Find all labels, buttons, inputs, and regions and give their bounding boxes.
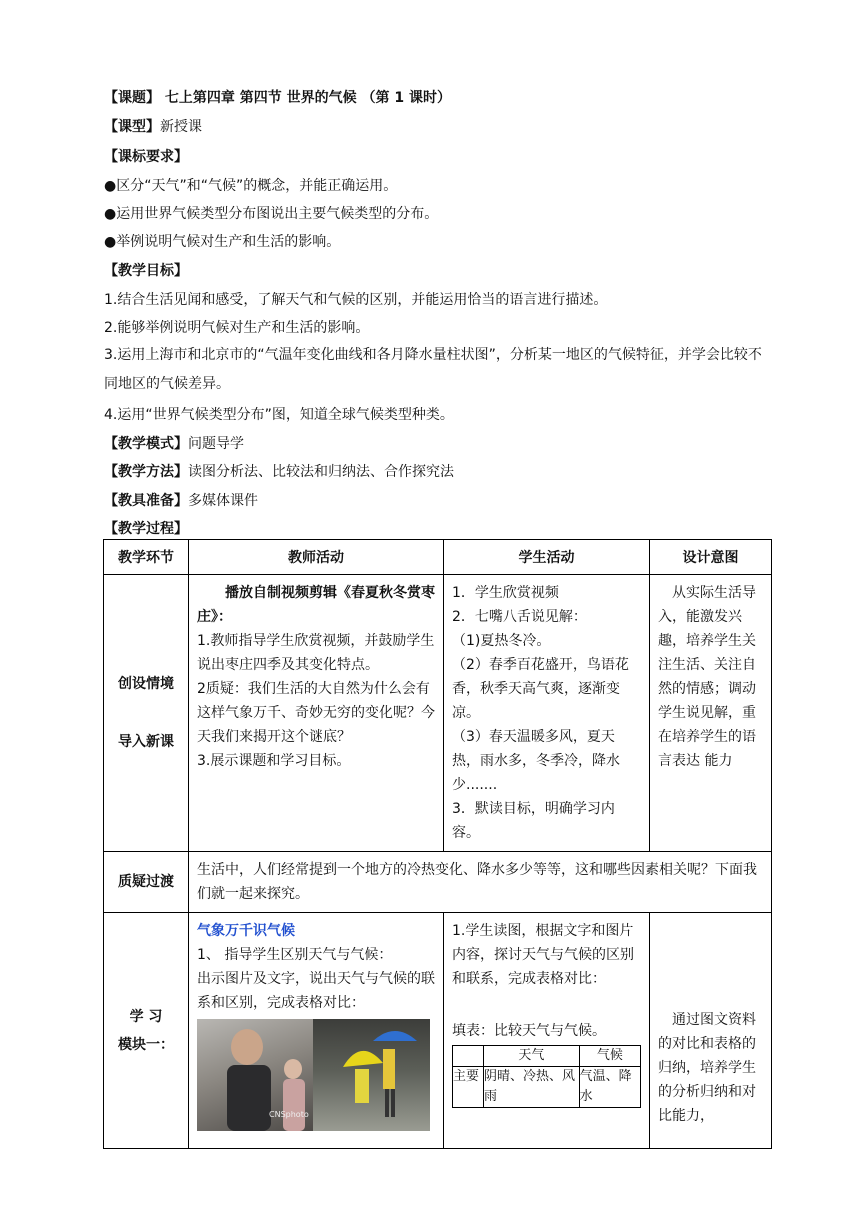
intent-text: 从实际生活导入，能激发兴趣，培养学生关注生活、关注自然的情感；调动学生说见解，重在培养学生的语言表达 能力 — [658, 585, 756, 769]
goal-item: 3.运用上海市和北京市的“气温年变化曲线和各月降水量柱状图”，分析某一地区的气候特征，并学会比较不同地区的气候差异。 — [104, 347, 762, 392]
header-teacher: 教师活动 — [189, 540, 444, 575]
stage-label: 模块一： — [118, 1036, 174, 1053]
teaching-method — [104, 462, 454, 482]
teaching-mode — [104, 434, 244, 454]
header-intent: 设计意图 — [650, 540, 772, 575]
rainy-weather-photo — [269, 1019, 430, 1131]
teacher-cell — [189, 575, 444, 852]
intent-cell — [650, 575, 772, 852]
goal-item: 1.结合生活见闻和感受，了解天气和气候的区别，并能运用恰当的语言进行描述。 — [104, 292, 608, 308]
student-activity-item: （2）春季百花盛开，鸟语花香，秋季天高气爽，逐渐变凉。 — [452, 657, 629, 721]
inner-header-row — [453, 1046, 641, 1067]
student-activity-item: 2．七嘴八舌说见解： — [452, 609, 587, 625]
goals-heading: 【教学目标】 — [104, 263, 188, 279]
transition-text: 生活中，人们经常提到一个地方的冷热变化、降水多少等等，这和哪些因素相关呢？下面我们就一起来探究。 — [197, 862, 757, 902]
teacher-step: 1、 指导学生区别天气与气候： — [197, 947, 393, 963]
standards-heading: 【课标要求】 — [104, 149, 188, 165]
teaching-tools — [104, 491, 258, 511]
student-cell — [444, 575, 650, 852]
teaching-mode-label: 【教学模式】 — [104, 436, 188, 452]
stage-cell — [104, 575, 189, 852]
teacher-activity-title: 播放自制视频剪辑《春夏秋冬赏枣庄》： — [197, 585, 435, 625]
weather-climate-table — [452, 1045, 641, 1108]
stage-label: 创设情境 — [118, 676, 174, 692]
stage-cell — [104, 913, 189, 1149]
teaching-method-label: 【教学方法】 — [104, 464, 188, 480]
teaching-tools-label: 【教具准备】 — [104, 493, 188, 509]
student-cell — [444, 913, 650, 1149]
lesson-type-label: 【课型】 — [104, 119, 160, 135]
weather-photos — [197, 1019, 430, 1131]
lesson-title-label: 【课题】 — [104, 90, 160, 106]
table-row — [104, 913, 772, 1149]
teacher-step-text: 出示图片及文字，说出天气与气候的联系和区别，完成表格对比： — [197, 971, 435, 1011]
inner-header-cell — [453, 1046, 484, 1067]
teacher-cell — [189, 913, 444, 1149]
intent-text: 通过图文资料的对比和表格的归纳，培养学生的分析归纳和对比能力， — [658, 1011, 756, 1124]
module-heading: 气象万千识气候 — [197, 923, 295, 939]
student-activity-item: 3．默读目标，明确学习内容。 — [452, 801, 615, 841]
fill-label: 填表：比较天气与气候。 — [452, 1023, 606, 1039]
stage-label: 导入新课 — [118, 734, 174, 750]
umbrella-icon — [313, 1019, 430, 1131]
stage-cell: 质疑过渡 — [104, 852, 189, 913]
header-student: 学生活动 — [444, 540, 650, 575]
inner-header-cell: 气候 — [579, 1046, 640, 1067]
standard-item: ●举例说明气候对生产和生活的影响。 — [104, 234, 341, 250]
standard-item: ●运用世界气候类型分布图说出主要气候类型的分布。 — [104, 206, 439, 222]
header-stage: 教学环节 — [104, 540, 189, 575]
student-activity-item: 1．学生欣赏视频 — [452, 585, 559, 601]
lesson-type-value: 新授课 — [160, 119, 202, 135]
teaching-mode-value: 问题导学 — [188, 436, 244, 452]
transition-cell — [189, 852, 772, 913]
inner-cell: 阴晴、冷热、风雨 — [484, 1067, 580, 1108]
lesson-title — [104, 88, 451, 108]
table-row — [104, 852, 772, 913]
teacher-activity-item: 2质疑：我们生活的大自然为什么会有这样气象万千、奇妙无穷的变化呢？今天我们来揭开这个谜底？ — [197, 681, 435, 745]
inner-cell: 主要 — [453, 1067, 484, 1108]
lesson-type — [104, 117, 202, 137]
process-table — [103, 539, 772, 1149]
teacher-activity-item: 1.教师指导学生欣赏视频，并鼓励学生说出枣庄四季及其变化特点。 — [197, 633, 435, 673]
inner-header-cell: 天气 — [484, 1046, 580, 1067]
lesson-title-text: 七上第四章 第四节 世界的气候 （第 1 课时） — [160, 90, 451, 106]
table-row — [104, 575, 772, 852]
student-activity-item: （3）春天温暖多风，夏天热，雨水多，冬季冷，降水少....... — [452, 729, 620, 793]
goal-item: 2.能够举例说明气候对生产和生活的影响。 — [104, 320, 370, 336]
intent-cell — [650, 913, 772, 1149]
photo-watermark: CNSphoto — [269, 1110, 309, 1119]
student-activity-item: （1)夏热冬冷。 — [452, 633, 551, 649]
student-activity-item: 1.学生读图，根据文字和图片内容，探讨天气与气候的区别和联系，完成表格对比： — [452, 923, 634, 987]
table-header-row — [104, 540, 772, 575]
inner-row — [453, 1067, 641, 1108]
teaching-method-value: 读图分析法、比较法和归纳法、合作探究法 — [188, 464, 454, 480]
inner-cell: 气温、降水 — [579, 1067, 640, 1108]
process-heading: 【教学过程】 — [104, 521, 188, 537]
standard-item: ●区分“天气”和“气候”的概念，并能正确运用。 — [104, 178, 398, 194]
teacher-activity-item: 3.展示课题和学习目标。 — [197, 753, 351, 769]
teaching-tools-value: 多媒体课件 — [188, 493, 258, 509]
goal-item: 4.运用“世界气候类型分布”图，知道全球气候类型种类。 — [104, 407, 454, 423]
stage-label: 学 习 — [129, 1008, 163, 1025]
